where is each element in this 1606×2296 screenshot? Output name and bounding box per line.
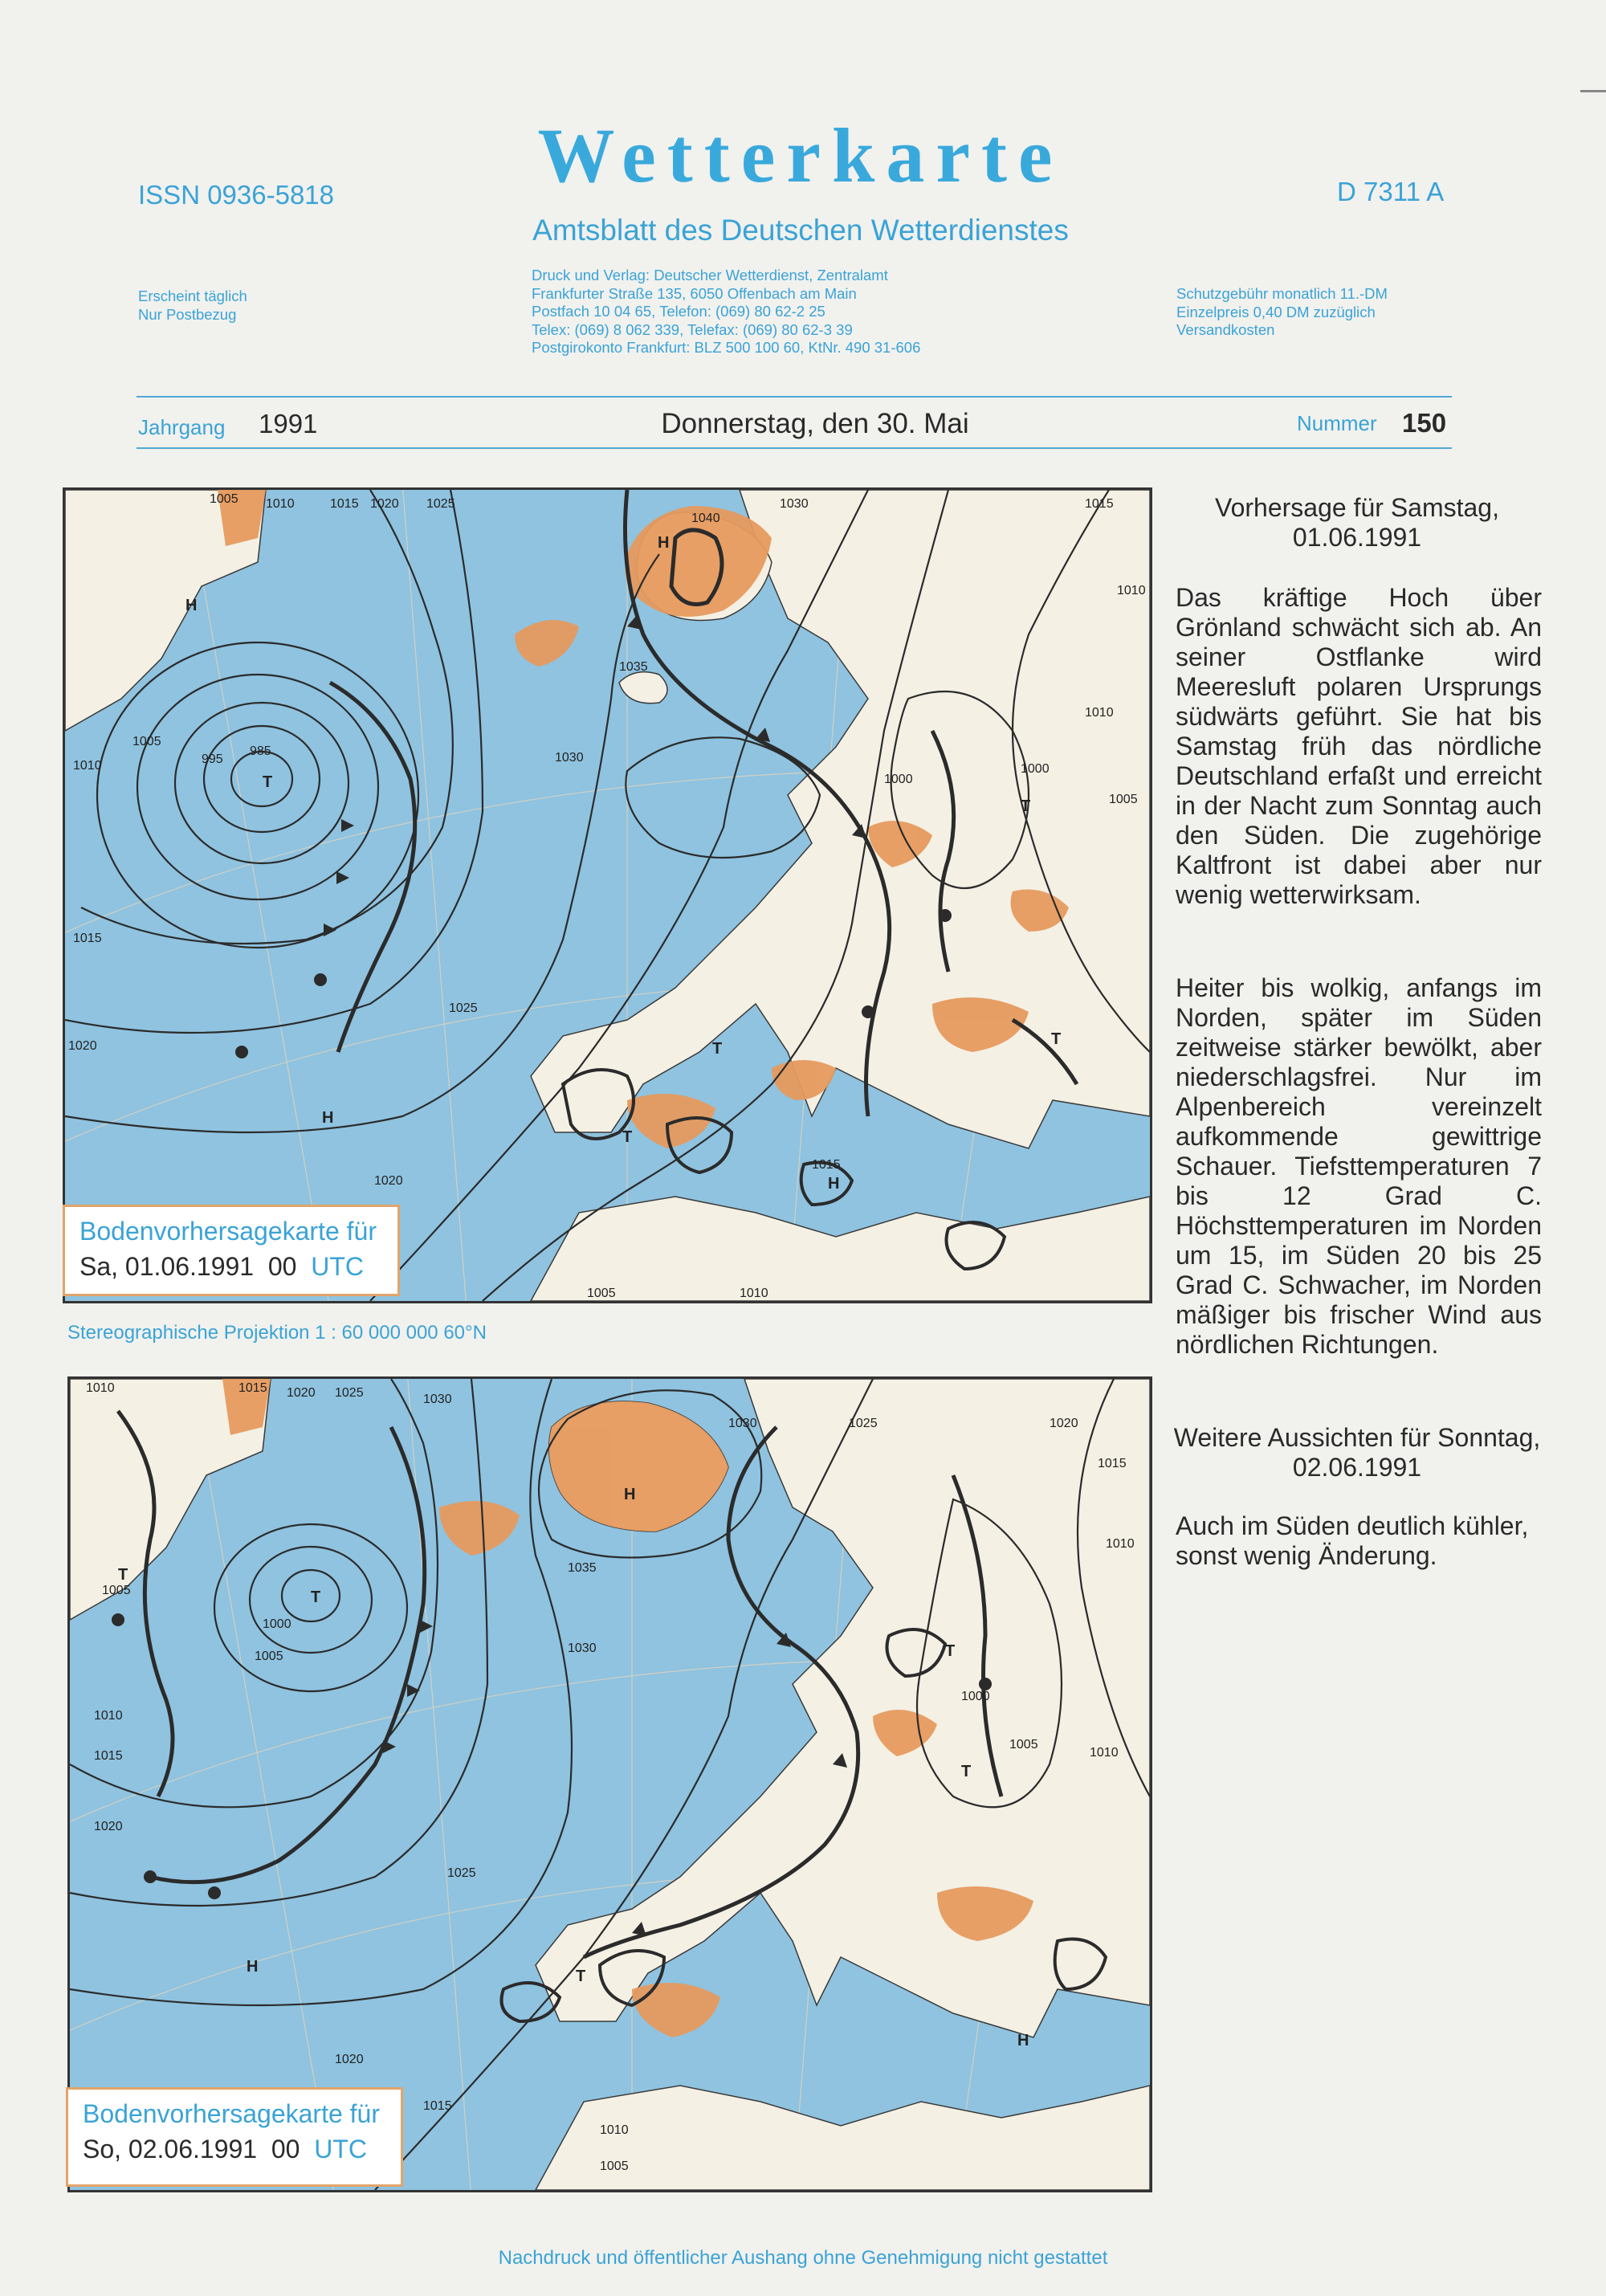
isobar-label: 1040 (691, 512, 720, 525)
isobar-label: 1020 (68, 1039, 97, 1053)
isobar-label: 1020 (287, 1386, 316, 1400)
map-drawing (70, 1379, 1150, 2190)
pressure-center: T (622, 1128, 633, 1146)
isobar-label: 1005 (255, 1650, 283, 1663)
year-value: 1991 (259, 409, 318, 438)
isobar-label: 1010 (1106, 1537, 1135, 1551)
isobar-label: 1010 (86, 1381, 115, 1395)
pressure-center: T (263, 773, 273, 791)
pressure-center: T (1021, 797, 1031, 815)
legend-title: Bodenvorhersagekarte für (83, 2099, 380, 2128)
isobar-label: 1005 (1109, 793, 1138, 806)
isobar-label: 1015 (1085, 497, 1114, 511)
legend-hour: 00 (271, 2135, 300, 2163)
pressure-center: H (322, 1109, 334, 1127)
pressure-center: H (658, 534, 670, 552)
delivery-line: Erscheint täglich (138, 288, 247, 304)
pressure-center: T (311, 1588, 321, 1606)
publisher-line: Frankfurter Straße 135, 6050 Offenbach am Main (532, 284, 857, 302)
masthead-title: Wetterkarte (537, 112, 1064, 198)
isobar-label: 1015 (1098, 1457, 1127, 1470)
isobar-label: 1015 (812, 1158, 841, 1172)
header-rule-bottom (137, 447, 1452, 449)
price-line: Einzelpreis 0,40 DM zuzüglich (1176, 303, 1376, 320)
number-label: Nummer (1297, 411, 1377, 435)
year-label: Jahrgang (138, 415, 226, 439)
pressure-center: T (712, 1040, 723, 1058)
publisher-line: Postfach 10 04 65, Telefon: (069) 80 62-2 25 (532, 303, 825, 320)
edge-mark (1580, 90, 1606, 92)
isobar-label: 1020 (335, 2053, 364, 2066)
forecast-paragraph: Heiter bis wolkig, anfangs im Norden, später im Süden zeitweise stärker bewölkt, aber niederschlagsfrei. Nur im Alpenbereich vereinzelt aufkommende gewittrige Schauer. Tiefsttemperaturen 7 bis 12 Grad C. Höchsttemperaturen im Norden um 15, im Süden 20 bis 25 Grad C. Schwacher, im Norden mäßiger bis frischer Wind aus nördlichen Richtungen. (1176, 973, 1542, 1359)
isobar-label: 1005 (210, 492, 238, 506)
isobar-label: 1010 (1090, 1746, 1119, 1760)
isobar-label: 1000 (1021, 762, 1050, 776)
pressure-center: H (1017, 2032, 1029, 2049)
pressure-center: H (185, 597, 198, 614)
map-drawing (65, 490, 1150, 1301)
isobar-label: 1010 (266, 497, 295, 511)
isobar-label: 1010 (94, 1709, 123, 1723)
isobar-label: 1020 (1050, 1417, 1078, 1430)
issn-number: ISSN 0936-5818 (138, 180, 335, 210)
projection-note: Stereographische Projektion 1 : 60 000 000 60°N (67, 1322, 487, 1344)
isobar-label: 1005 (600, 2159, 629, 2173)
isobar-label: 1005 (1009, 1738, 1038, 1752)
isobar-label: 1010 (1085, 706, 1114, 720)
isobar-label: 1000 (884, 773, 913, 786)
map-legend-saturday (63, 1205, 400, 1296)
forecast-map-sunday (67, 1376, 1152, 2192)
isobar-label: 995 (202, 752, 223, 766)
legend-utc: UTC (314, 2135, 367, 2163)
isobar-label: 1005 (132, 735, 161, 748)
pressure-center: T (1051, 1030, 1062, 1048)
isobar-label: 1025 (449, 1001, 478, 1015)
outlook-title: Weitere Aussichten für Sonntag, 02.06.1991 (1173, 1423, 1541, 1482)
isobar-label: 1000 (263, 1617, 291, 1631)
isobar-label: 1015 (94, 1749, 123, 1763)
isobar-label: 1015 (73, 932, 102, 945)
pressure-center: T (945, 1642, 956, 1660)
isobar-label: 985 (250, 744, 271, 758)
isobar-label: 1020 (374, 1174, 403, 1188)
legend-utc: UTC (311, 1252, 364, 1281)
legend-date: So, 02.06.1991 (83, 2135, 258, 2163)
isobar-label: 1015 (423, 2099, 452, 2113)
pressure-center: T (118, 1566, 128, 1584)
forecast-map-saturday (63, 487, 1152, 1303)
pressure-center: T (961, 1763, 972, 1780)
isobar-label: 1010 (1117, 584, 1146, 597)
pressure-center: H (247, 1958, 259, 1976)
isobar-label: 1005 (102, 1584, 131, 1597)
publisher-line: Postgirokonto Frankfurt: BLZ 500 100 60, KtNr. 490 31-606 (532, 339, 921, 356)
isobar-label: 1030 (568, 1641, 597, 1655)
price-info (1176, 285, 1388, 340)
number-value: 150 (1402, 408, 1447, 438)
isobar-label: 1035 (568, 1561, 597, 1575)
postal-code: D 7311 A (1337, 177, 1445, 206)
masthead-subtitle: Amtsblatt des Deutschen Wetterdienstes (532, 214, 1069, 247)
isobar-label: 1010 (600, 2123, 629, 2137)
outlook-paragraph: Auch im Süden deutlich kühler, sonst wenig Änderung. (1176, 1511, 1529, 1570)
isobar-label: 1010 (740, 1287, 768, 1300)
isobar-label: 1000 (961, 1690, 990, 1703)
legend-date: Sa, 01.06.1991 (79, 1252, 255, 1281)
isobar-label: 1020 (370, 497, 399, 511)
publisher-line: Druck und Verlag: Deutscher Wetterdienst, Zentralamt (532, 267, 888, 283)
isobar-label: 1030 (780, 497, 809, 511)
isobar-label: 1030 (728, 1417, 757, 1430)
isobar-label: 1025 (426, 497, 455, 511)
copyright-footer: Nachdruck und öffentlicher Aushang ohne Genehmigung nicht gestattet (498, 2247, 1108, 2269)
delivery-info (138, 288, 247, 324)
header-rule-top (137, 396, 1452, 398)
legend-hour: 00 (267, 1252, 297, 1281)
pressure-center: T (576, 1968, 586, 1985)
isobar-label: 1025 (447, 1866, 476, 1880)
isobar-label: 1010 (73, 759, 102, 773)
pressure-center: H (624, 1486, 636, 1503)
isobar-label: 1005 (587, 1287, 616, 1300)
map-legend-sunday (66, 2087, 403, 2187)
forecast-title: Vorhersage für Samstag, 01.06.1991 (1215, 493, 1499, 552)
legend-datetime (83, 2135, 367, 2164)
price-line: Versandkosten (1176, 321, 1275, 338)
publisher-info (532, 267, 920, 357)
isobar-label: 1025 (335, 1386, 364, 1400)
isobar-label: 1030 (423, 1393, 452, 1406)
isobar-label: 1015 (330, 497, 359, 511)
publisher-line: Telex: (069) 8 062 339, Telefax: (069) 80 62-3 39 (532, 320, 853, 338)
isobar-label: 1015 (238, 1381, 267, 1395)
isobar-label: 1025 (849, 1417, 878, 1430)
pressure-center: H (828, 1175, 840, 1193)
isobar-label: 1030 (555, 751, 584, 765)
legend-datetime (79, 1252, 364, 1282)
isobar-label: 1020 (94, 1820, 123, 1833)
delivery-line: Nur Postbezug (138, 305, 237, 323)
isobar-label: 1035 (619, 660, 648, 674)
legend-title: Bodenvorhersagekarte für (79, 1217, 377, 1246)
forecast-paragraph: Das kräftige Hoch über Grönland schwächt sich ab. An seiner Ostflanke wird Meeresluft polaren Ursprungs südwärts geführt. Sie hat bis Samstag früh das nördliche Deutschland erfaßt und erreicht in der Nacht zum Sonntag auch den Süden. Die zugehörige Kaltfront ist dabei aber nur wenig wetterwirksam. (1176, 583, 1542, 909)
price-line: Schutzgebühr monatlich 11.-DM (1176, 285, 1388, 302)
issue-date: Donnerstag, den 30. Mai (661, 408, 969, 439)
